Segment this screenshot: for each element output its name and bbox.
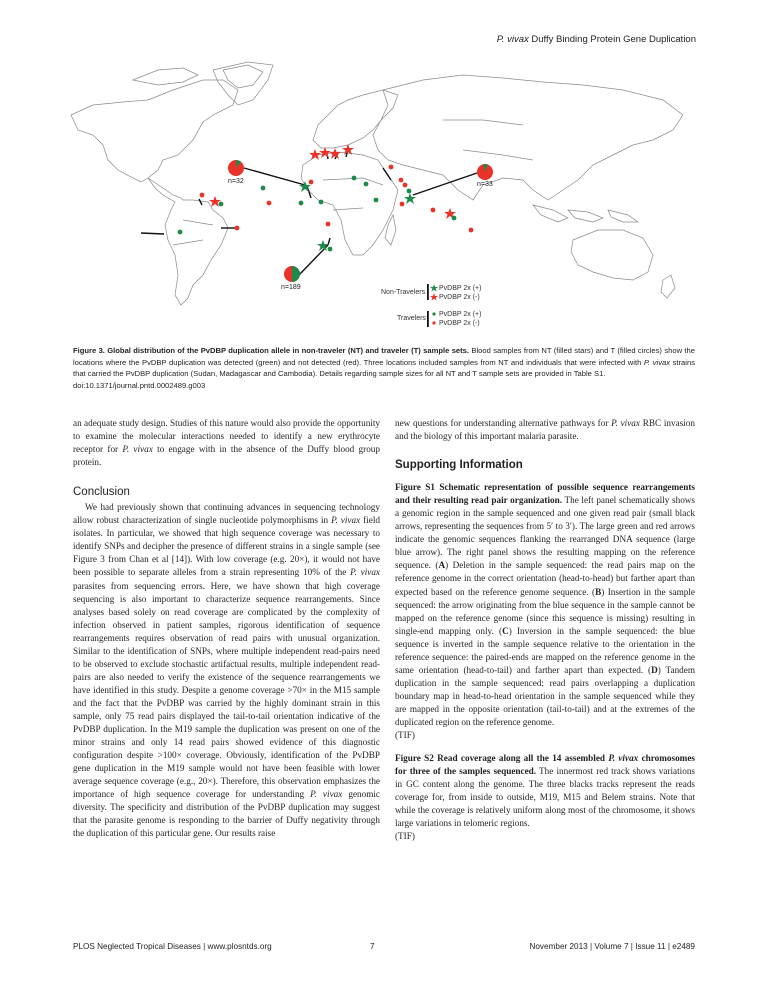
text: We had previously shown that continuing advances in sequencing technology allow robust characterization of single nucleotide polymorphisms in bbox=[73, 502, 380, 526]
footer-journal: PLOS Neglected Tropical Diseases | www.plosntds.org bbox=[73, 942, 272, 951]
legend-nt-negative: PvDBP 2x (-) bbox=[439, 294, 480, 301]
conclusion-heading: Conclusion bbox=[73, 486, 130, 499]
world-map-svg bbox=[63, 60, 703, 335]
figure-s1-description bbox=[395, 481, 695, 729]
text: ) Insertion in the sample sequenced: the arrow originating from the blue sequence in the sample cannot be mapped on the reference genome (since this sequence is missing) resulting in single-end mapping only. ( bbox=[395, 586, 695, 636]
figure-s2-description bbox=[395, 752, 695, 830]
figure-s2-format: (TIF) bbox=[395, 831, 415, 842]
map-legend bbox=[381, 284, 481, 327]
pie-madagascar bbox=[281, 266, 301, 291]
legend-travelers: Travelers bbox=[397, 315, 426, 322]
pie-label-n32: n=32 bbox=[228, 178, 244, 185]
footer-page-number: 7 bbox=[370, 942, 375, 951]
text: new questions for understanding alternative pathways for bbox=[395, 418, 612, 428]
text: genomic diversity. The specificity and distribution of the PvDBP duplication may suggest that the parasite genome is responding to the barrier of Duffy negativity through the duplication of this particular gene. Our results raise bbox=[73, 789, 381, 839]
legend-t-positive: PvDBP 2x (+) bbox=[439, 311, 482, 318]
caption-title: Figure 3. Global distribution of the PvDBP duplication allele in non-traveler (NT) and traveler (T) sample sets. bbox=[73, 346, 470, 355]
supporting-information-heading: Supporting Information bbox=[395, 459, 523, 472]
caption-text: Blood samples from NT (filled stars) and T (filled circles) show the locations where the PvDBP duplication was detected (green) and not detected (red). Three locations included samples from NT and individuals that were infected with bbox=[73, 346, 695, 367]
text: RBC invasion and the biology of this important malaria parasite. bbox=[395, 418, 695, 442]
conclusion-paragraph bbox=[73, 501, 380, 840]
figure-s1-format: (TIF) bbox=[395, 730, 415, 741]
panel-label: D bbox=[651, 664, 658, 675]
caption-italic: P. vivax bbox=[643, 357, 671, 367]
footer-issue: November 2013 | Volume 7 | Issue 11 | e2489 bbox=[529, 942, 695, 951]
running-head bbox=[497, 34, 696, 45]
figure-s1-link[interactable]: Figure S1 Schematic representation of possible sequence rearrangements and their resulting read pair organization. bbox=[395, 482, 695, 506]
text: Figure S2 Read coverage along all the 14 assembled bbox=[395, 753, 609, 764]
panel-label: C bbox=[502, 625, 509, 636]
map-outlines bbox=[71, 62, 683, 305]
running-head-italic: P. vivax bbox=[496, 34, 529, 45]
text: an adequate study design. Studies of this nature would also provide the opportunity to examine the molecular interactions needed to identify a new erythrocyte receptor for bbox=[73, 418, 380, 455]
figure-3-world-map bbox=[63, 60, 703, 335]
paragraph-continuation bbox=[395, 417, 695, 443]
legend-nt-positive: PvDBP 2x (+) bbox=[439, 285, 482, 292]
left-column bbox=[73, 417, 380, 840]
panel-label: A bbox=[438, 560, 446, 571]
non-traveler-negative-stars bbox=[209, 144, 456, 219]
italic-text: P. vivax bbox=[331, 515, 361, 526]
text: field isolates. In particular, we showed that high sequence coverage was necessary to identify SNPs and decipher the presence of different strains in a single sample (see Figure 3 from Chan et al [14]). With low coverage (e.g. 20×), it would not have been possible to separate alleles from a strain representing 10% of the bbox=[73, 515, 381, 578]
panel-label: B bbox=[595, 586, 602, 597]
pie-sudan bbox=[228, 160, 244, 185]
italic-text: P. vivax bbox=[611, 418, 640, 428]
legend-non-travelers: Non-Travelers bbox=[381, 289, 426, 296]
text: ) Tandem duplication in the sample sequenced: read pairs overlapping a duplication boundary map in head-to-head orientation in the sample sequenced while they are mapped in the opposite orientation (tail-to-tail) and at the extremes of the duplicated region on the reference genome. bbox=[395, 664, 695, 727]
non-traveler-positive-stars bbox=[299, 181, 416, 251]
caption-doi: doi:10.1371/journal.pntd.0002489.g003 bbox=[73, 380, 206, 390]
paragraph-continuation bbox=[73, 417, 380, 469]
italic-text: P. vivax bbox=[608, 753, 639, 764]
right-column bbox=[395, 417, 695, 843]
pie-label-n189: n=189 bbox=[281, 284, 301, 291]
legend-t-negative: PvDBP 2x (-) bbox=[439, 320, 480, 327]
italic-text: P. vivax bbox=[310, 789, 343, 800]
traveler-negative-circles bbox=[200, 165, 474, 233]
connector-lines bbox=[141, 149, 477, 275]
text: parasites from sequencing errors. Here, we have shown that high coverage sequencing is also important to characterize sequence rearrangements. Since analyses based solely on read coverage are complicated by the complexity of infection observed in patient samples, rigorous identification of sequence rearrangements requires observation of read pairs with unusual organization. Similar to the identification of SNPs, where multiple independent read-pairs need to be observed to exclude stochastic artifactual results, multiple independent read-pairs are also needed to verify the existence of the sequence rearrangements we have identified in this study. Despite a genome coverage >70× in the M15 sample and the fact that the PvDBP was carried by the highly dominant strain in this sample, only 75 read pairs displayed the tail-to-tail orientation indicative of the PvDBP duplication. In the M19 sample the duplication was present on one of the minor strains and only 14 read pairs showed evidence of this diagnostic configuration despite >100× coverage. Obviously, identification of the PvDBP gene duplication in the M19 sample would not have been feasible with lower average sequence coverage (e.g., 20×). Therefore, this observation emphasizes the importance of high sequence coverage for understanding bbox=[73, 580, 380, 800]
text: to engage with in the absence of the Duffy blood group protein. bbox=[73, 444, 380, 468]
figure-3-caption bbox=[73, 345, 695, 391]
running-head-text: Duffy Binding Protein Gene Duplication bbox=[528, 34, 696, 45]
text: The left panel schematically shows a genomic region in the sample sequenced and one given read pair (small black arrows, representing the sequences from 5′ to 3′). The large green and red arrows indicate the genomic sequences flanking the rearranged DNA sequence (large blue arrow). The right panel shows the resulting mapping on the reference sequence. ( bbox=[395, 495, 695, 571]
italic-text: P. vivax bbox=[350, 567, 381, 578]
pie-label-n33: n=33 bbox=[477, 181, 493, 188]
text: The innermost red track shows variations in GC content along the genome. The three blacks tracks represent the reads coverage for, from inside to outside, M19, M15 and Belem strains. Note that while the coverage is relatively uniform along most of the chromosome, it shows large variations in telomeric regions. bbox=[395, 766, 695, 829]
text: ) Deletion in the sample sequenced: the read pairs map on the reference genome in the correct orientation (head-to-head) but farther apart than expected based on the reference genome sequence. ( bbox=[395, 560, 695, 597]
traveler-positive-circles bbox=[178, 176, 457, 252]
caption-text: strains that carried the PvDBP duplication (Sudan, Madagascar and Cambodia). Details regarding sample sizes for all NT and T sample sets are provided in Table S1. bbox=[73, 357, 695, 379]
italic-text: P. vivax bbox=[122, 444, 153, 455]
text: chromosomes for three of the samples sequenced. bbox=[395, 753, 695, 777]
pie-cambodia bbox=[477, 164, 493, 188]
text: ) Inversion in the sample sequenced: the blue sequence is inverted in the sample sequence relative to the orientation in the reference sequence: the paired-ends are mapped on the reference genome in the same orientation (head-to-tail) and farther apart than expected. ( bbox=[395, 625, 696, 675]
